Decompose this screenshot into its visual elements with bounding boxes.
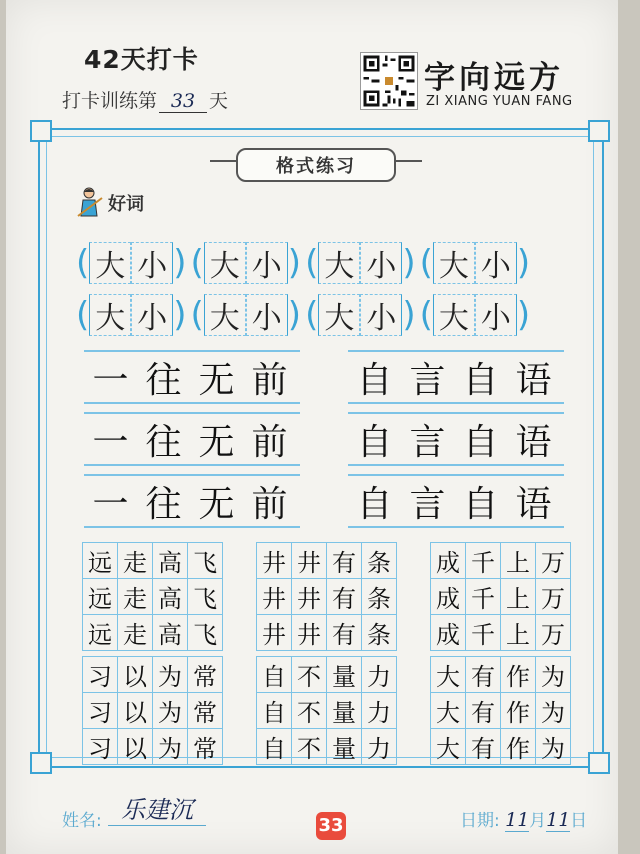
char-cell[interactable]: 小 [246,242,288,284]
idiom-char: 自 [356,359,393,401]
grid-cell[interactable]: 条 [362,579,397,615]
grid-cell[interactable]: 自 [257,693,292,729]
grid-row [257,543,397,579]
grid-cell[interactable]: 远 [83,543,118,579]
grid-cell[interactable]: 自 [257,729,292,765]
grid-row [431,543,571,579]
grid-cell[interactable]: 不 [292,729,327,765]
brand-name: 字向远方 [424,60,564,96]
idiom-char: 往 [145,421,182,463]
idiom-char: 一 [92,421,129,463]
char-cell[interactable]: 大 [89,242,131,284]
grid-cell[interactable]: 条 [362,615,397,651]
grid-cell[interactable]: 井 [292,579,327,615]
char-cell[interactable]: 小 [360,242,402,284]
char-cell[interactable]: 大 [318,294,360,336]
idiom-char: 往 [145,483,182,525]
idiom-char: 一 [92,359,129,401]
grid-cell[interactable]: 千 [466,615,501,651]
brand-pinyin: ZI XIANG YUAN FANG [426,94,573,109]
char-cell[interactable]: 小 [475,242,517,284]
grid-cell[interactable]: 千 [466,543,501,579]
grid-cell[interactable]: 大 [431,657,466,693]
grid-cell[interactable]: 常 [188,729,223,765]
char-cell[interactable]: 大 [204,294,246,336]
grid-row [431,657,571,693]
grid-cell[interactable]: 井 [292,615,327,651]
idiom-char: 前 [251,359,288,401]
idiom-line[interactable] [84,474,300,528]
subtitle-suffix: 天 [209,90,229,112]
grid-row [431,615,571,651]
grid-row [431,579,571,615]
grid-cell[interactable]: 常 [188,657,223,693]
title-rule [396,160,422,162]
grid-cell[interactable]: 成 [431,615,466,651]
grid-cell[interactable]: 成 [431,543,466,579]
grid-cell[interactable]: 井 [257,579,292,615]
grid-cell[interactable]: 量 [327,693,362,729]
page-title: 42天打卡 [84,45,199,74]
grid-cell[interactable]: 有 [327,543,362,579]
grid-cell[interactable]: 为 [153,729,188,765]
grid-cell[interactable]: 大 [431,729,466,765]
grid-cell[interactable]: 作 [501,657,536,693]
grid-cell[interactable]: 力 [362,729,397,765]
idiom-practice-left [84,350,300,536]
char-cell[interactable]: 小 [475,294,517,336]
idiom-char: 自 [356,483,393,525]
idiom-line[interactable] [348,350,564,404]
day-field[interactable]: 11 [546,809,571,831]
grid-row [431,693,571,729]
corner-ornament [588,752,610,774]
grid-row [83,693,223,729]
corner-ornament [588,120,610,142]
month-unit: 月 [529,811,547,831]
idiom-char: 往 [145,359,182,401]
idiom-char: 自 [462,421,499,463]
good-words-label [76,186,144,220]
char-cell[interactable]: 小 [131,242,173,284]
paren-word: ( 大 小 ) [419,243,531,284]
grid-row [431,729,571,765]
grid-cell[interactable]: 千 [466,579,501,615]
idiom-char: 前 [251,421,288,463]
grid-cell[interactable]: 为 [153,657,188,693]
idiom-line[interactable] [348,474,564,528]
section-label: 好词 [108,194,144,215]
grid-cell[interactable]: 高 [153,579,188,615]
idiom-char: 言 [409,483,446,525]
idiom-line[interactable] [348,412,564,466]
grid-cell[interactable]: 不 [292,693,327,729]
word-grid [256,542,397,651]
grid-cell[interactable]: 大 [431,693,466,729]
word-grid [82,542,223,651]
paren-word: ( 大 小 ) [305,243,416,284]
grid-cell[interactable]: 飞 [188,543,223,579]
student-writing-icon [76,186,106,220]
grid-cell[interactable]: 万 [536,543,571,579]
idiom-char: 无 [198,359,235,401]
grid-row [83,615,223,651]
date-label: 日期: [460,811,500,831]
char-cell[interactable]: 小 [131,294,173,336]
day-number-field[interactable]: 33 [159,90,207,113]
grid-cell[interactable]: 高 [153,543,188,579]
grid-cell[interactable]: 为 [536,657,571,693]
grid-cell[interactable]: 飞 [188,579,223,615]
grid-row [83,543,223,579]
paren-word: ( 大 小 ) [190,295,302,336]
grid-cell[interactable]: 有 [327,615,362,651]
section-title: 格式练习 [236,148,396,182]
grid-cell[interactable]: 习 [83,657,118,693]
grid-cell[interactable]: 习 [83,693,118,729]
grid-row [257,693,397,729]
grid-cell[interactable]: 作 [501,729,536,765]
grid-cell[interactable]: 为 [153,693,188,729]
qr-code-icon [360,52,418,110]
name-field[interactable]: 乐建沉 [108,790,206,826]
day-unit: 日 [570,811,588,831]
idiom-char: 语 [515,483,552,525]
idiom-char: 自 [356,421,393,463]
paren-word: ( 大 小 ) [419,295,531,336]
grid-row [257,729,397,765]
grid-cell[interactable]: 习 [83,729,118,765]
char-cell[interactable]: 大 [89,294,131,336]
grid-cell[interactable]: 万 [536,579,571,615]
grid-cell[interactable]: 成 [431,579,466,615]
grid-cell[interactable]: 远 [83,579,118,615]
paren-word: ( 大 小 ) [76,295,187,336]
paren-word: ( 大 小 ) [305,295,416,336]
grid-cell[interactable]: 条 [362,543,397,579]
grid-cell[interactable]: 以 [118,693,153,729]
grid-cell[interactable]: 上 [501,543,536,579]
char-cell[interactable]: 大 [433,294,475,336]
char-cell[interactable]: 大 [433,242,475,284]
month-field[interactable]: 11 [505,809,530,831]
grid-cell[interactable]: 走 [118,543,153,579]
grid-cell[interactable]: 高 [153,615,188,651]
char-cell[interactable]: 小 [360,294,402,336]
word-grid [256,656,397,765]
idiom-char: 语 [515,359,552,401]
grid-cell[interactable]: 有 [466,657,501,693]
subtitle-prefix: 打卡训练第 [62,90,158,112]
char-cell[interactable]: 大 [318,242,360,284]
char-cell[interactable]: 小 [246,294,288,336]
grid-cell[interactable]: 作 [501,693,536,729]
paren-word: ( 大 小 ) [190,243,302,284]
grid-cell[interactable]: 走 [118,579,153,615]
idiom-char: 言 [409,421,446,463]
idiom-practice-right [348,350,564,536]
grid-cell[interactable]: 常 [188,693,223,729]
corner-ornament [30,752,52,774]
grid-row [257,579,397,615]
idiom-char: 一 [92,483,129,525]
title-rule [210,160,236,162]
idiom-char: 自 [462,483,499,525]
date-field [460,806,587,832]
grid-row [83,729,223,765]
grid-row [83,579,223,615]
grid-cell[interactable]: 上 [501,615,536,651]
name-label: 姓名: [62,811,102,831]
grid-cell[interactable]: 飞 [188,615,223,651]
grid-cell[interactable]: 力 [362,693,397,729]
grid-cell[interactable]: 为 [536,693,571,729]
idiom-line[interactable] [84,412,300,466]
grid-cell[interactable]: 上 [501,579,536,615]
grid-cell[interactable]: 以 [118,729,153,765]
grid-cell[interactable]: 万 [536,615,571,651]
grid-cell[interactable]: 有 [466,693,501,729]
page-number-badge: 33 [316,812,346,840]
paren-row-1 [76,240,530,286]
grid-cell[interactable]: 有 [327,579,362,615]
idiom-char: 语 [515,421,552,463]
grid-row [257,657,397,693]
grid-cell[interactable]: 有 [466,729,501,765]
idiom-char: 无 [198,483,235,525]
idiom-char: 前 [251,483,288,525]
grid-cell[interactable]: 量 [327,729,362,765]
paren-word: ( 大 小 ) [76,243,187,284]
word-grid [430,656,571,765]
word-grid [82,656,223,765]
corner-ornament [30,120,52,142]
grid-cell[interactable]: 不 [292,657,327,693]
grid-cell[interactable]: 井 [292,543,327,579]
grid-cell[interactable]: 井 [257,543,292,579]
word-grid [430,542,571,651]
grid-cell[interactable]: 远 [83,615,118,651]
grid-cell[interactable]: 力 [362,657,397,693]
idiom-char: 无 [198,421,235,463]
idiom-char: 自 [462,359,499,401]
grid-cell[interactable]: 走 [118,615,153,651]
idiom-line[interactable] [84,350,300,404]
grid-row [83,657,223,693]
idiom-char: 言 [409,359,446,401]
grid-cell[interactable]: 为 [536,729,571,765]
paren-row-2 [76,292,530,338]
grid-cell[interactable]: 自 [257,657,292,693]
grid-cell[interactable]: 量 [327,657,362,693]
grid-cell[interactable]: 以 [118,657,153,693]
grid-row [257,615,397,651]
grid-cell[interactable]: 井 [257,615,292,651]
checkin-subtitle [62,86,228,113]
char-cell[interactable]: 大 [204,242,246,284]
